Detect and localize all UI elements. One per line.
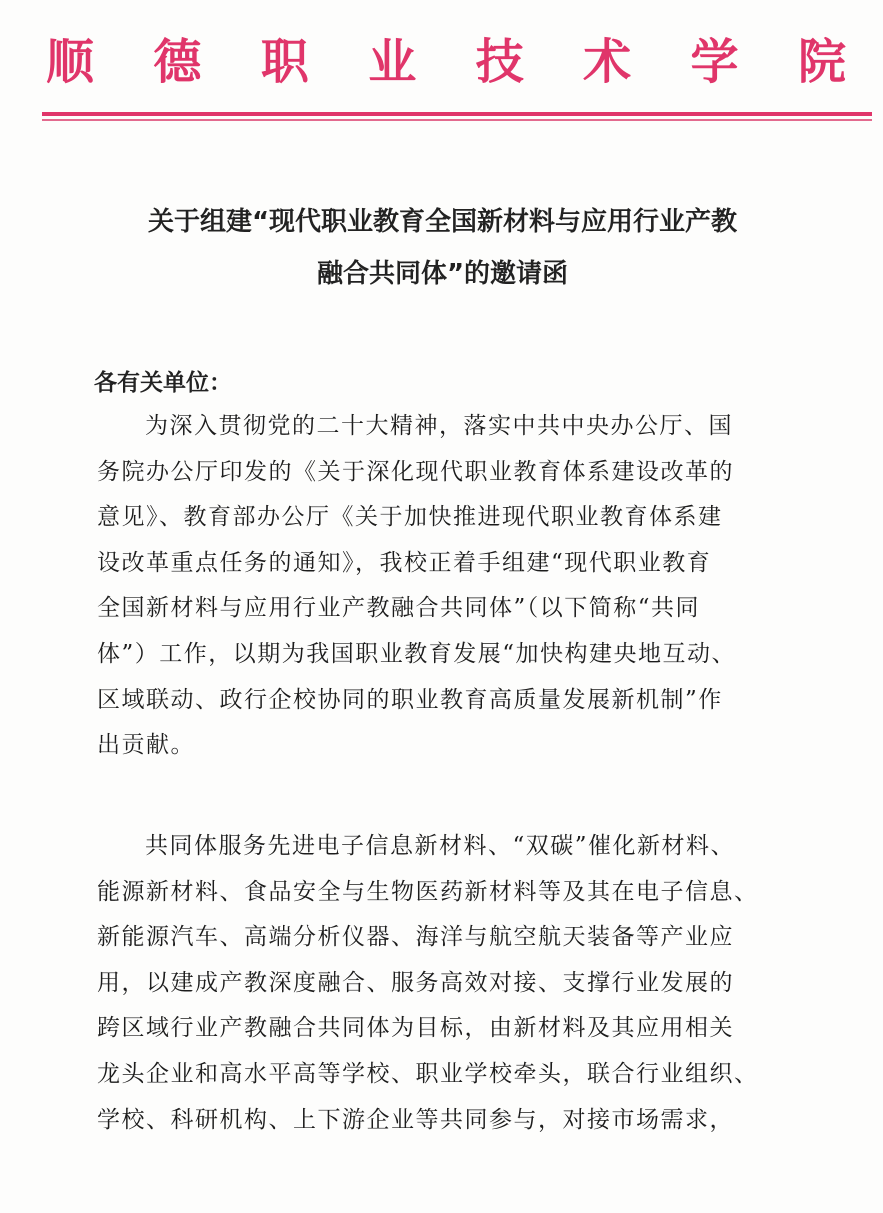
paragraph-line: 出贡献。 bbox=[97, 732, 195, 759]
letterhead-char: 学 bbox=[690, 34, 739, 90]
paragraph-line: 龙头企业和高水平高等学校、职业学校牵头，联合行业组织、 bbox=[97, 1060, 759, 1087]
letterhead-char: 技 bbox=[475, 34, 524, 90]
paragraph-line: 跨区域行业产教融合共同体为目标，由新材料及其应用相关 bbox=[97, 1015, 734, 1042]
letterhead-char: 业 bbox=[368, 34, 417, 90]
paragraph-line: 新能源汽车、高端分析仪器、海洋与航空航天装备等产业应 bbox=[97, 924, 734, 951]
paragraph-line: 学校、科研机构、上下游企业等共同参与，对接市场需求， bbox=[97, 1106, 734, 1133]
paragraph-line: 体”）工作，以期为我国职业教育发展“加快构建央地互动、 bbox=[97, 640, 737, 667]
paragraph-line: 能源新材料、食品安全与生物医药新材料等及其在电子信息、 bbox=[97, 878, 759, 905]
title-line: 融合共同体”的邀请函 bbox=[316, 259, 569, 289]
body-paragraph-2 bbox=[97, 824, 797, 1143]
letterhead-char: 德 bbox=[153, 34, 202, 90]
letterhead-school-name bbox=[46, 30, 846, 94]
paragraph-line: 区域联动、政行企校协同的职业教育高质量发展新机制”作 bbox=[97, 686, 723, 713]
body-paragraph-1 bbox=[97, 404, 797, 769]
letterhead-char: 术 bbox=[583, 34, 632, 90]
salutation: 各有关单位： bbox=[94, 370, 232, 396]
letterhead-char: 职 bbox=[260, 34, 309, 90]
title-line: 关于组建“现代职业教育全国新材料与应用行业产教 bbox=[147, 207, 738, 237]
paragraph-line: 务院办公厅印发的《关于深化现代职业教育体系建设改革的 bbox=[97, 458, 734, 485]
paragraph-line: 设改革重点任务的通知》，我校正着手组建“现代职业教育 bbox=[97, 549, 712, 576]
letterhead-char: 顺 bbox=[46, 34, 95, 90]
paragraph-line: 意见》、教育部办公厅《关于加快推进现代职业教育体系建 bbox=[97, 504, 723, 531]
document-title bbox=[60, 196, 825, 300]
letterhead-divider-thin bbox=[42, 119, 872, 121]
paragraph-line: 为深入贯彻党的二十大精神，落实中共中央办公厅、国 bbox=[145, 413, 733, 439]
paragraph-line: 用，以建成产教深度融合、服务高效对接、支撑行业发展的 bbox=[97, 969, 734, 996]
letterhead-char: 院 bbox=[797, 34, 846, 90]
letterhead-divider-thick bbox=[42, 112, 872, 116]
paragraph-line: 全国新材料与应用行业产教融合共同体”（以下简称“共同 bbox=[97, 595, 701, 622]
paragraph-line: 共同体服务先进电子信息新材料、“双碳”催化新材料、 bbox=[145, 833, 736, 859]
